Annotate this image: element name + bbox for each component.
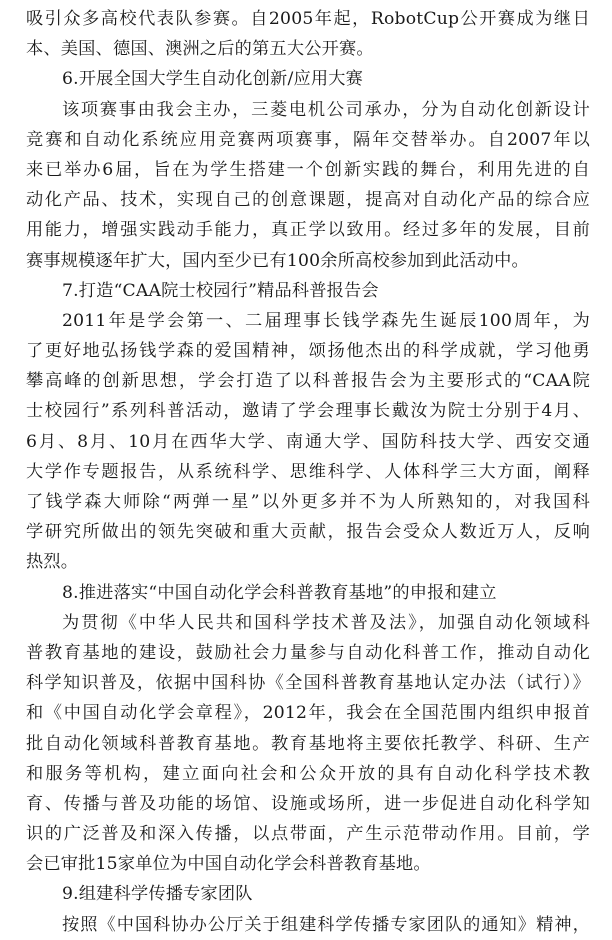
paragraph-line: 和服务等机构，建立面向社会和公众开放的具有自动化科学技术教 [26, 763, 590, 784]
paragraph-line: 学研究所做出的领先突破和重大贡献，报告会受众人数近万人，反响 [26, 522, 590, 543]
paragraph-line: 用能力，增强实践动手能力，真正学以致用。经过多年的发展，目前 [26, 220, 590, 241]
paragraph-line: 育、传播与普及功能的场馆、设施或场所，进一步促进自动化科学知 [26, 793, 590, 814]
paragraph-line: 竞赛和自动化系统应用竞赛两项赛事，隔年交替举办。自2007年以 [26, 129, 590, 150]
paragraph-line: 2011年是学会第一、二届理事长钱学森先生诞辰100周年，为 [62, 310, 590, 331]
paragraph-line: 普教育基地的建设，鼓励社会力量参与自动化科普工作，推动自动化 [26, 642, 590, 663]
paragraph-line: 按照《中国科协办公厅关于组建科学传播专家团队的通知》精神， [62, 914, 590, 935]
paragraph-line: 赛事规模逐年扩大，国内至少已有100余所高校参加到此活动中。 [26, 250, 529, 271]
paragraph-line: 来已举办6届，旨在为学生搭建一个创新实践的舞台，利用先进的自 [26, 159, 590, 180]
document-page [26, 4, 590, 940]
section-heading: 6.开展全国大学生自动化创新/应用大赛 [62, 69, 363, 90]
section-heading: 7.打造“CAA院士校园行”精品科普报告会 [62, 280, 379, 301]
paragraph-line: 会已审批15家单位为中国自动化学会科普教育基地。 [26, 854, 431, 875]
paragraph-line: 攀高峰的创新思想，学会打造了以科普报告会为主要形式的“CAA院 [26, 371, 590, 392]
paragraph-line: 本、美国、德国、澳洲之后的第五大公开赛。 [26, 39, 374, 60]
paragraph-line: 批自动化领域科普教育基地。教育基地将主要依托教学、科研、生产 [26, 733, 590, 754]
paragraph-line: 该项赛事由我会主办，三菱电机公司承办，分为自动化创新设计 [62, 99, 590, 120]
paragraph-line: 大学作专题报告，从系统科学、思维科学、人体科学三大方面，阐释 [26, 461, 590, 482]
paragraph-line: 和《中国自动化学会章程》，2012年，我会在全国范围内组织申报首 [26, 703, 590, 724]
paragraph-line: 为贯彻《中华人民共和国科学技术普及法》，加强自动化领域科 [62, 612, 590, 633]
paragraph-line: 动化产品、技术，实现自己的创意课题，提高对自动化产品的综合应 [26, 190, 590, 211]
paragraph-line: 吸引众多高校代表队参赛。自2005年起，RobotCup公开赛成为继日 [26, 9, 590, 29]
paragraph-line: 科学知识普及，依据中国科协《全国科普教育基地认定办法（试行）》 [26, 673, 590, 694]
paragraph-line: 热烈。 [26, 552, 79, 573]
paragraph-line: 识的广泛普及和深入传播，以点带面，产生示范带动作用。目前，学 [26, 824, 590, 845]
paragraph-line: 了钱学森大师除“两弹一星”以外更多并不为人所熟知的，对我国科 [26, 492, 590, 512]
paragraph-line: 了更好地弘扬钱学森的爱国精神，颂扬他杰出的科学成就，学习他勇 [26, 341, 590, 362]
paragraph-line: 6月、8月、10月在西华大学、南通大学、国防科技大学、西安交通 [26, 431, 590, 452]
section-heading: 8.推进落实“中国自动化学会科普教育基地”的申报和建立 [62, 582, 497, 603]
paragraph-line: 士校园行”系列科普活动，邀请了学会理事长戴汝为院士分别于4月、 [26, 401, 590, 422]
section-heading: 9.组建科学传播专家团队 [62, 884, 253, 905]
